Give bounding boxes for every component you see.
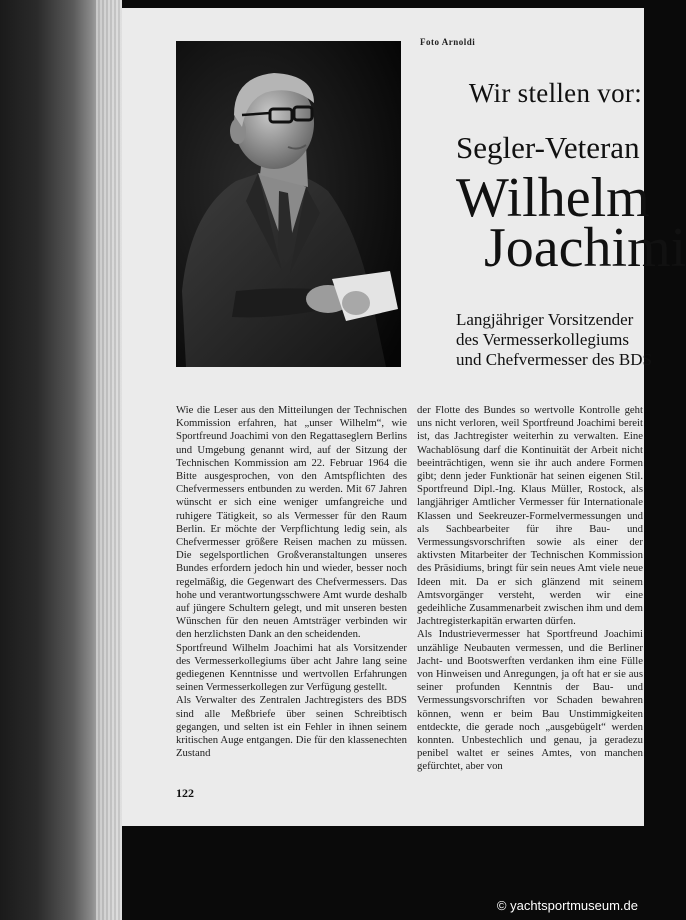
page-edges — [96, 0, 122, 920]
kicker-heading: Wir stellen vor: — [468, 78, 642, 108]
watermark: © yachtsportmuseum.de — [496, 898, 638, 913]
paragraph: Als Industrievermesser hat Sportfreund Joachimi unzählige Neubauten vermessen, und die Berliner Jacht- und Bootswerften verdanken ihm eine Fülle von Hinweisen und Anregungen, ja oft hat er sie aus seiner profunden Kenntnis der Bau- und Vermessungsvorschriften vor Schaden bewahren können, wenn er beim Bau Unstimmigkeiten entdeckte, die gerade noch „ausgebügelt“ werden konnten. Unbestechlich und genau, ja geradezu penibel waltet er seines Amtes, von manchen gefürchtet, aber von — [417, 628, 643, 773]
paragraph: Sportfreund Wilhelm Joachimi hat als Vorsitzender des Vermesserkollegiums über acht Jahre lang seine gediegenen Kenntnisse und wertvollen Erfahrungen seinen Vermesserkollegen zur Verfügung gestellt. — [176, 641, 407, 694]
portrait-photo — [176, 41, 401, 367]
name-last: Joachimi — [484, 217, 686, 279]
paragraph: der Flotte des Bundes so wertvolle Kontrolle geht uns nicht verloren, weil Sportfreund Joachimi bereit ist, das Jachtregister weiterhin zu verwalten. Eine Wachablösung darf die Kontinuität der Arbeit nicht beeinträchtigen, wenn sie ihr auch andere Formen gibt; denn jeder Funktionär hat seinen eigenen Stil. Sportfreund Dipl.-Ing. Klaus Müller, Rostock, als langjähriger Amtlicher Vermesser für Internationale Klassen und Seekreuzer-Formelvermessungen und als Sachbearbeiter für ihre Bau- und Vermessungsvorschriften sowie als einer der aktivsten Mitarbeiter der Technischen Kommission des Präsidiums, bringt für sein neues Amt viele neue Ideen mit. Da er sich glänzend mit seinem Amtsvorgänger versteht, werden wir eine gedeihliche Zusammenarbeit zwischen ihm und dem Jachtregisterkapitän erwarten dürfen. — [417, 404, 643, 628]
magazine-page — [122, 8, 686, 826]
paragraph: Als Verwalter des Zentralen Jachtregisters des BDS sind alle Meßbriefe über seinen Schreibtisch gegangen, und selten ist ein Fehler in ihnen seinem kritischen Auge entgangen. Die für den klassenechten Zustand — [176, 694, 407, 760]
text-column-2 — [417, 404, 643, 774]
deck — [456, 310, 652, 370]
subtitle: Segler-Veteran — [456, 130, 640, 165]
deck-line: des Vermesserkollegiums — [456, 330, 629, 349]
paragraph: Wie die Leser aus den Mitteilungen der Technischen Kommission erfahren, hat „unser Wilhelm“, wie Sportfreund Joachimi von den Regattaseglern Berlins und Umgebung genannt wird, auf der Sitzung der Technischen Kommission am 22. Februar 1964 die Bitte ausgesprochen, von den Amtspflichten des Chefvermessers entbunden zu werden. Mit 67 Jahren wünscht er sich eine weniger umfangreiche und ruhigere Tätigkeit, so als Vermesser für den Raum Berlin. Er möchte der Verpflichtung ledig sein, als Chefvermesser größere Reisen machen zu müssen. Die segelsportlichen Großveranstaltungen unseres Bundes erfordern jedoch hin und wieder, besser noch regelmäßig, die Gegenwart des Chefvermessers. Das hohe und verantwortungsschwere Amt wurde deshalb auf jüngere Schultern gelegt, und mit unseren besten Wünschen für den neuen Amtsträger verbinden wir den herzlichsten Dank an den scheidenden. — [176, 404, 407, 641]
text-column-1 — [176, 404, 407, 760]
deck-line: und Chefvermesser des BDS — [456, 350, 652, 369]
photo-credit: Foto Arnoldi — [420, 37, 476, 47]
deck-line: Langjähriger Vorsitzender — [456, 310, 634, 329]
page-number: 122 — [176, 786, 194, 800]
name-first: Wilhelm — [456, 167, 650, 229]
